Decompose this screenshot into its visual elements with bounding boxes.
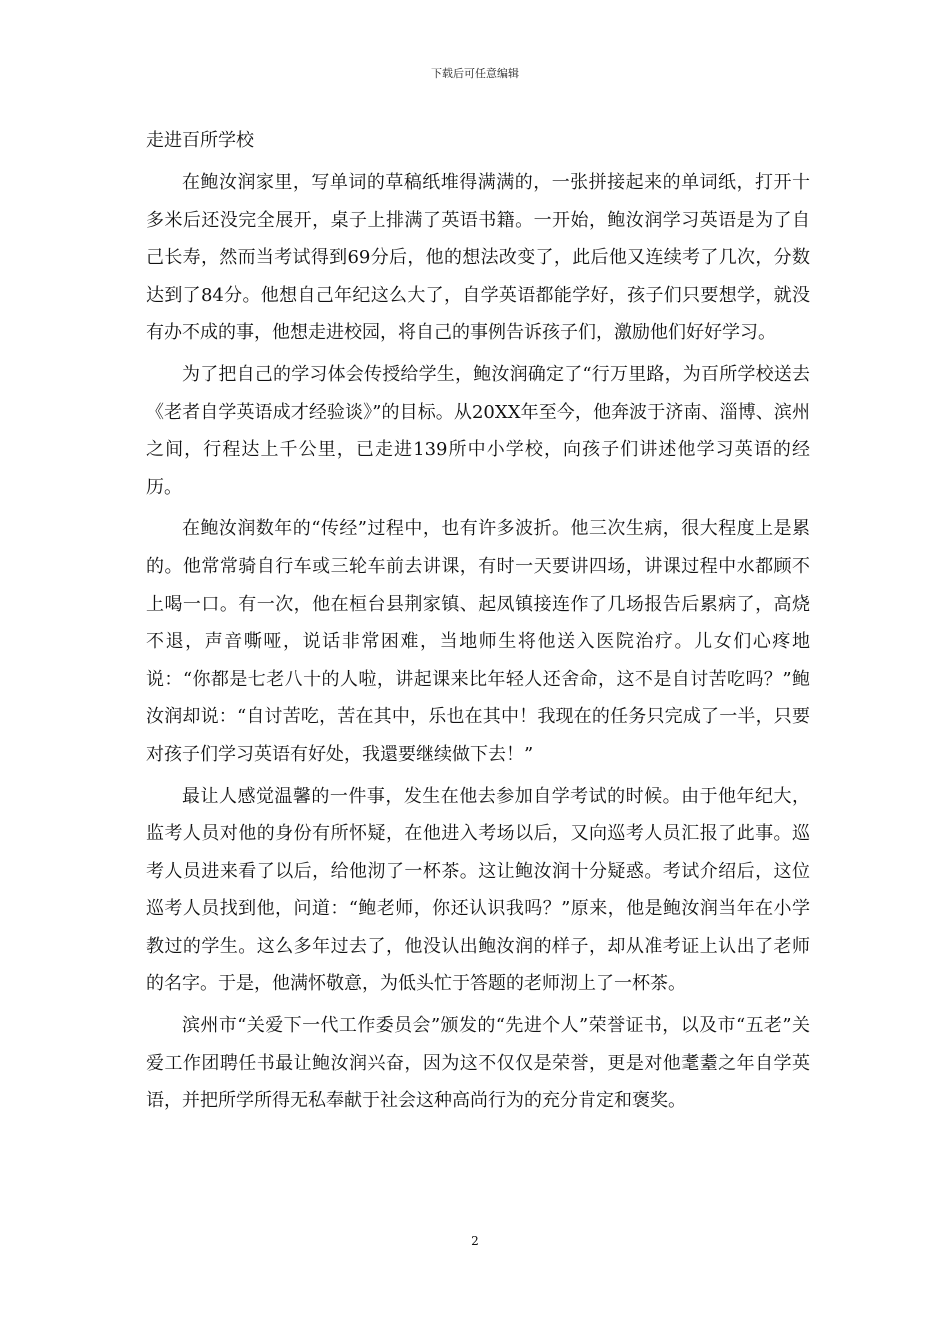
page-header: 下载后可任意编辑	[431, 67, 519, 80]
paragraph-4: 最让人感觉温馨的一件事，发生在他去参加自学考试的时候。由于他年纪大，监考人员对他的身份有所怀疑，在他进入考场以后，又向巡考人员汇报了此事。巡考人员进来看了以后，给他沏了一杯茶。这让鲍汝润十分疑惑。考试介绍后，这位巡考人员找到他，问道：“鲍老师，你还认识我吗？”原来，他是鲍汝润当年在小学教过的学生。这么多年过去了，他没认出鲍汝润的样子，却从准考证上认出了老师的名字。于是，他满怀敬意，为低头忙于答题的老师沏上了一杯茶。	[146, 785, 810, 995]
article-title: 走进百所学校	[146, 130, 254, 151]
paragraph-1: 在鲍汝润家里，写单词的草稿纸堆得满满的，一张拼接起来的单词纸，打开十多米后还没完全展开，桌子上排满了英语书籍。一开始，鲍汝润学习英语是为了自己长寿，然而当考试得到69分后，他的想法改变了，此后他又连续考了几次，分数达到了84分。他想自己年纪这么大了，自学英语都能学好，孩子们只要想学，就没有办不成的事，他想走进校园，将自己的事例告诉孩子们，激励他们好好学习。	[146, 172, 810, 344]
paragraph-2: 为了把自己的学习体会传授给学生，鲍汝润确定了“行万里路，为百所学校送去《老者自学英语成才经验谈》”的目标。从20XX年至今，他奔波于济南、淄博、滨州之间，行程达上千公里，已走进139所中小学校，向孩子们讲述他学习英语的经历。	[146, 363, 810, 498]
page-number: 2	[471, 1234, 479, 1248]
paragraph-3: 在鲍汝润数年的“传经”过程中，也有许多波折。他三次生病，很大程度上是累的。他常常骑自行车或三轮车前去讲课，有时一天要讲四场，讲课过程中水都顾不上喝一口。有一次，他在桓台县荆家镇、起凤镇接连作了几场报告后累病了，高烧不退，声音嘶哑，说话非常困难，当地师生将他送入医院治疗。儿女们心疼地说：“你都是七老八十的人啦，讲起课来比年轻人还舍命，这不是自讨苦吃吗？”鲍汝润却说：“自讨苦吃，苦在其中，乐也在其中！我现在的任务只完成了一半，只要对孩子们学习英语有好处，我還要继续做下去！”	[146, 518, 810, 765]
paragraph-5: 滨州市“关爱下一代工作委员会”颁发的“先进个人”荣誉证书，以及市“五老”关爱工作团聘任书最让鲍汝润兴奋，因为这不仅仅是荣誉，更是对他耄耋之年自学英语，并把所学所得无私奉献于社会这种高尚行为的充分肯定和褒奖。	[146, 1015, 810, 1112]
article-body	[146, 122, 810, 1124]
